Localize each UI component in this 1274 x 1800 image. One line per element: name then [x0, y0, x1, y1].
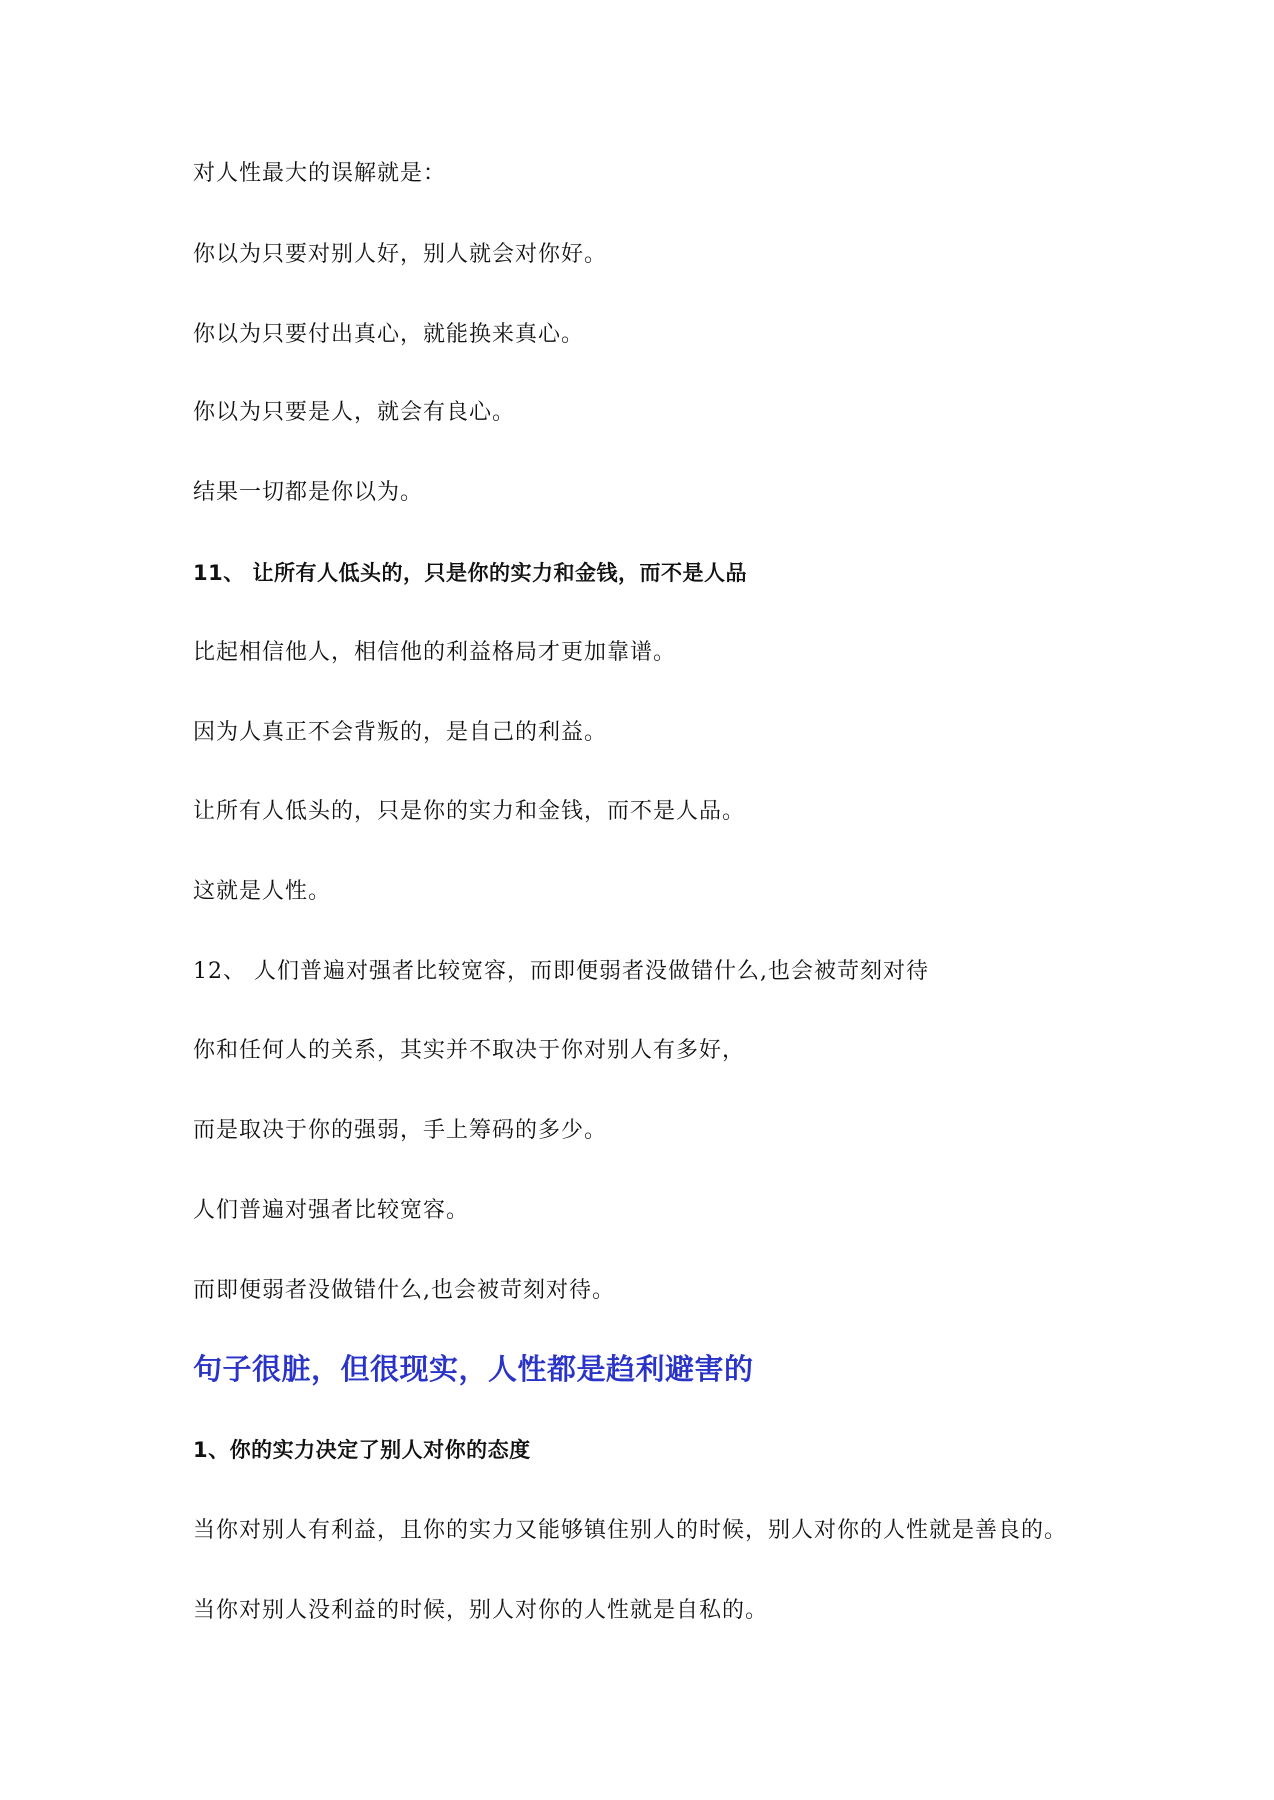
- paragraph-line: 当你对别人没利益的时候，别人对你的人性就是自私的。: [193, 1598, 769, 1623]
- paragraph-line: 而即便弱者没做错什么,也会被苛刻对待。: [193, 1278, 615, 1303]
- subsection-title-1: 1、你的实力决定了别人对你的态度: [193, 1438, 531, 1462]
- paragraph-line: 你以为只要是人，就会有良心。: [193, 400, 516, 425]
- paragraph-line: 你以为只要付出真心，就能换来真心。: [193, 322, 585, 347]
- paragraph-intro: 对人性最大的误解就是：: [193, 161, 447, 186]
- article-heading: 句子很脏，但很现实，人性都是趋利避害的: [193, 1352, 754, 1386]
- paragraph-line: 结果一切都是你以为。: [193, 480, 424, 505]
- paragraph-line: 这就是人性。: [193, 879, 332, 904]
- paragraph-line: 而是取决于你的强弱，手上筹码的多少。: [193, 1118, 608, 1143]
- paragraph-line: 你以为只要对别人好，别人就会对你好。: [193, 242, 608, 267]
- paragraph-line: 比起相信他人，相信他的利益格局才更加靠谱。: [193, 640, 677, 665]
- section-title-11: 11、 让所有人低头的，只是你的实力和金钱，而不是人品: [193, 561, 748, 585]
- paragraph-line: 你和任何人的关系，其实并不取决于你对别人有多好，: [193, 1038, 746, 1063]
- paragraph-line: 因为人真正不会背叛的，是自己的利益。: [193, 720, 608, 745]
- section-title-12: 12、 人们普遍对强者比较宽容，而即便弱者没做错什么,也会被苛刻对待: [193, 959, 929, 984]
- paragraph-line: 让所有人低头的，只是你的实力和金钱，而不是人品。: [193, 799, 746, 824]
- paragraph-line: 人们普遍对强者比较宽容。: [193, 1198, 470, 1223]
- paragraph-line: 当你对别人有利益，且你的实力又能够镇住别人的时候，别人对你的人性就是善良的。: [193, 1518, 1068, 1543]
